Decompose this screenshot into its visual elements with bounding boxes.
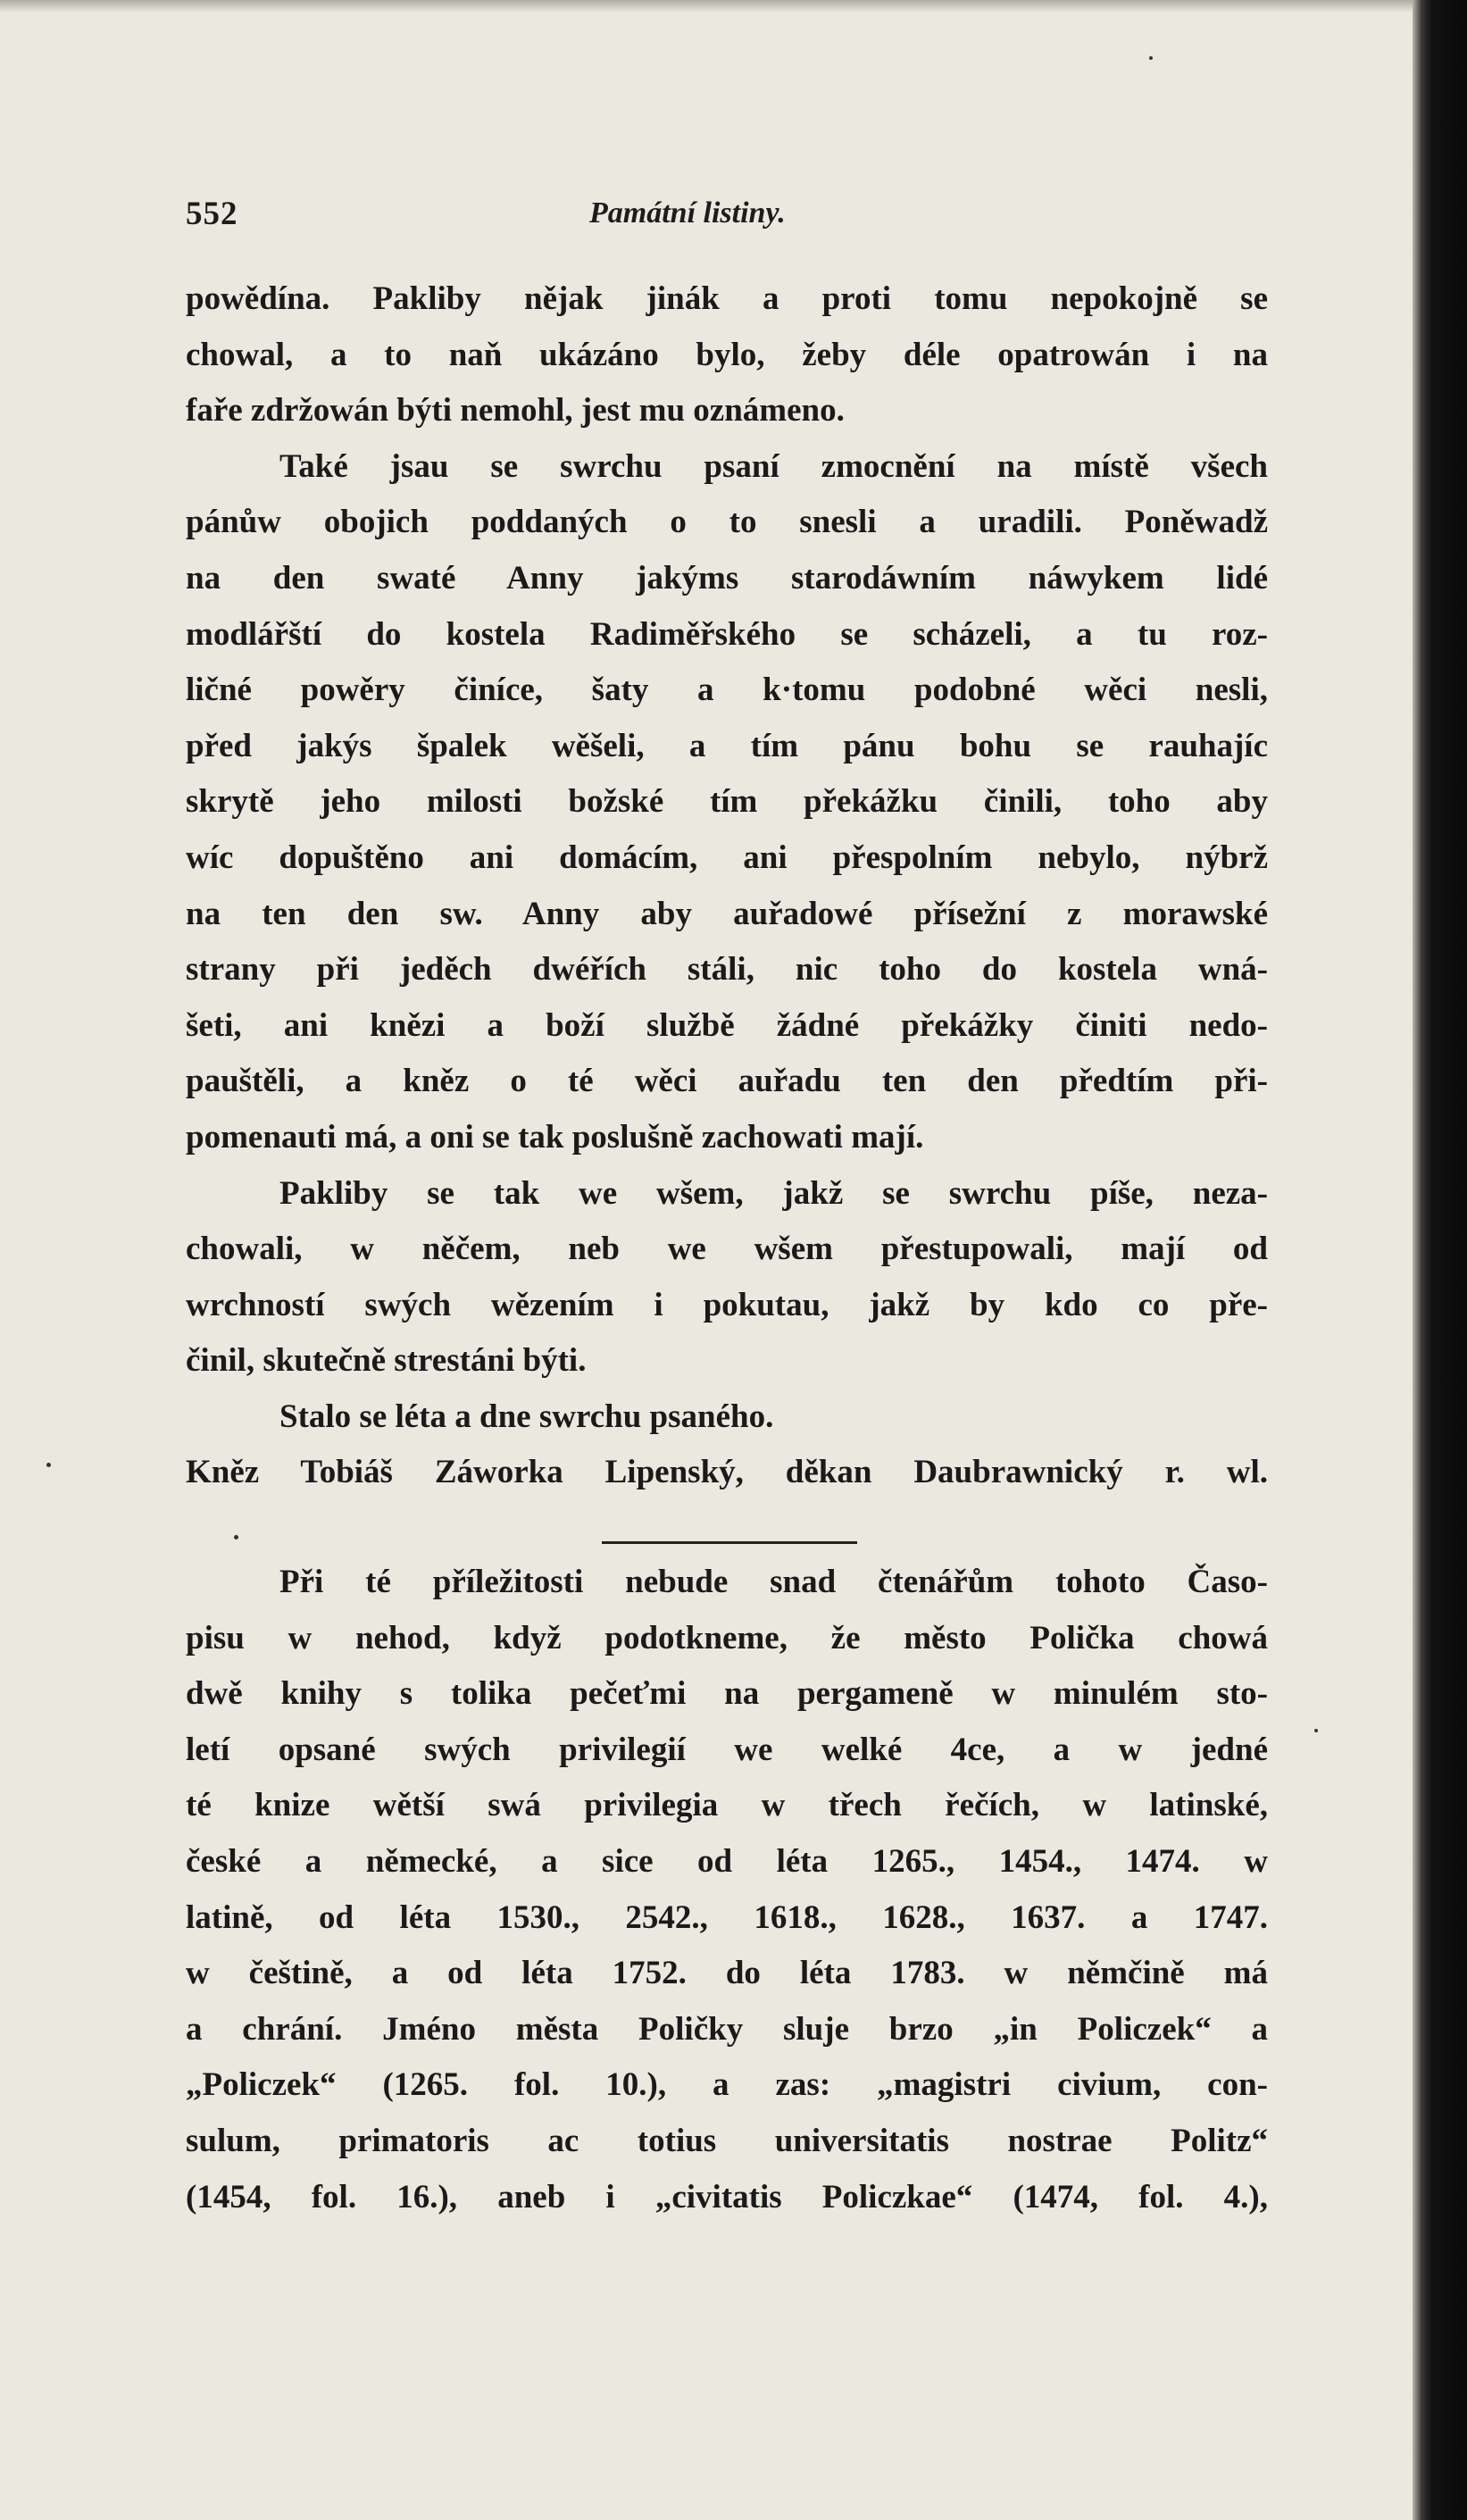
scan-speck — [1149, 56, 1153, 60]
text-line: pánůw obojich poddaných o to snesli a uradili. Poněwadž — [186, 504, 1268, 541]
text-line: té knize wětší swá privilegia w třech řečích, w latinské, — [186, 1787, 1268, 1824]
text-line: ličné powěry činíce, šaty a k·tomu podobné wěci nesli, — [186, 672, 1268, 709]
text-line: pauštěli, a kněz o té wěci auřadu ten den předtím při- — [186, 1063, 1268, 1100]
text-line: před jakýs špalek wěšeli, a tím pánu bohu se rauhajíc — [186, 727, 1268, 764]
running-head — [186, 195, 1268, 239]
text-line: Stalo se léta a dne swrchu psaného. — [279, 1398, 774, 1435]
text-line: letí opsané swých privilegií we welké 4ce, a w jedné — [186, 1731, 1268, 1768]
text-line: latině, od léta 1530., 2542., 1618., 1628., 1637. a 1747. — [186, 1898, 1268, 1936]
text-line: faře zdržowán býti nemohl, jest mu oznámeno. — [186, 392, 845, 430]
text-line: a chrání. Jméno města Poličky sluje brzo „in Policzek“ a — [186, 2010, 1268, 2048]
text-line: pomenauti má, a oni se tak poslušně zachowati mají. — [186, 1118, 924, 1156]
text-line: šeti, ani knězi a boží službě žádné překážky činiti nedo- — [186, 1006, 1268, 1044]
text-line: sulum, primatoris ac totius universitatis nostrae Politz“ — [186, 2122, 1268, 2159]
text-line: skrytě jeho milosti božské tím překážku činili, toho aby — [186, 783, 1268, 821]
text-line: pisu w nehod, když podotkneme, že město Polička chowá — [186, 1619, 1268, 1656]
text-line: (1454, fol. 16.), aneb i „civitatis Policzkae“ (1474, fol. 4.), — [186, 2178, 1268, 2215]
scan-speck — [234, 1535, 238, 1540]
text-line: strany při jeděch dwéřích stáli, nic toho do kostela wná- — [186, 951, 1268, 989]
text-line: wrchností swých wězením i pokutau, jakž by kdo co pře- — [186, 1286, 1268, 1323]
text-line: wíc dopuštěno ani domácím, ani přespolním nebylo, nýbrž — [186, 839, 1268, 876]
text-line: modlářští do kostela Radiměřského se scházeli, a tu roz- — [186, 615, 1268, 653]
text-line: činil, skutečně strestáni býti. — [186, 1342, 587, 1380]
text-line: powědína. Pakliby nějak jinák a proti tomu nepokojně se — [186, 280, 1268, 317]
text-line: na ten den sw. Anny aby auřadowé přísežní z morawské — [186, 895, 1268, 932]
text-line: dwě knihy s tolika pečeťmi na pergameně w minulém sto- — [186, 1675, 1268, 1713]
text-line: w češtině, a od léta 1752. do léta 1783. w němčině má — [186, 1955, 1268, 1992]
text-line: Také jsau se swrchu psaní zmocnění na místě všech — [279, 447, 1268, 485]
text-line: české a německé, a sice od léta 1265., 1454., 1474. w — [186, 1842, 1268, 1880]
text-line: „Policzek“ (1265. fol. 10.), a zas: „magistri civium, con- — [186, 2066, 1268, 2104]
document-text-section-2 — [186, 1555, 1268, 2225]
document-text-section-1 — [186, 271, 1268, 1501]
page-edge-shadow — [1413, 0, 1467, 2520]
text-line: chowal, a to naň ukázáno bylo, žeby déle opatrowán i na — [186, 336, 1268, 373]
section-divider — [602, 1541, 857, 1544]
text-line: na den swaté Anny jakýms starodáwním náwykem lidé — [186, 559, 1268, 597]
running-head-title: Památní listiny. — [589, 196, 786, 229]
text-line: Pakliby se tak we wšem, jakž se swrchu píše, neza- — [279, 1174, 1268, 1212]
text-line: chowali, w něčem, neb we wšem přestupowali, mají od — [186, 1231, 1268, 1268]
scan-speck — [46, 1463, 51, 1467]
page-number: 552 — [186, 196, 238, 232]
scan-speck — [1314, 1729, 1318, 1732]
text-line: Při té příležitosti nebude snad čtenářům tohoto Časo- — [279, 1564, 1268, 1600]
signature-line: Kněz Tobiáš Záworka Lipenský, děkan Daubrawnický r. wl. — [186, 1454, 1268, 1491]
page-top-shadow — [0, 0, 1429, 13]
